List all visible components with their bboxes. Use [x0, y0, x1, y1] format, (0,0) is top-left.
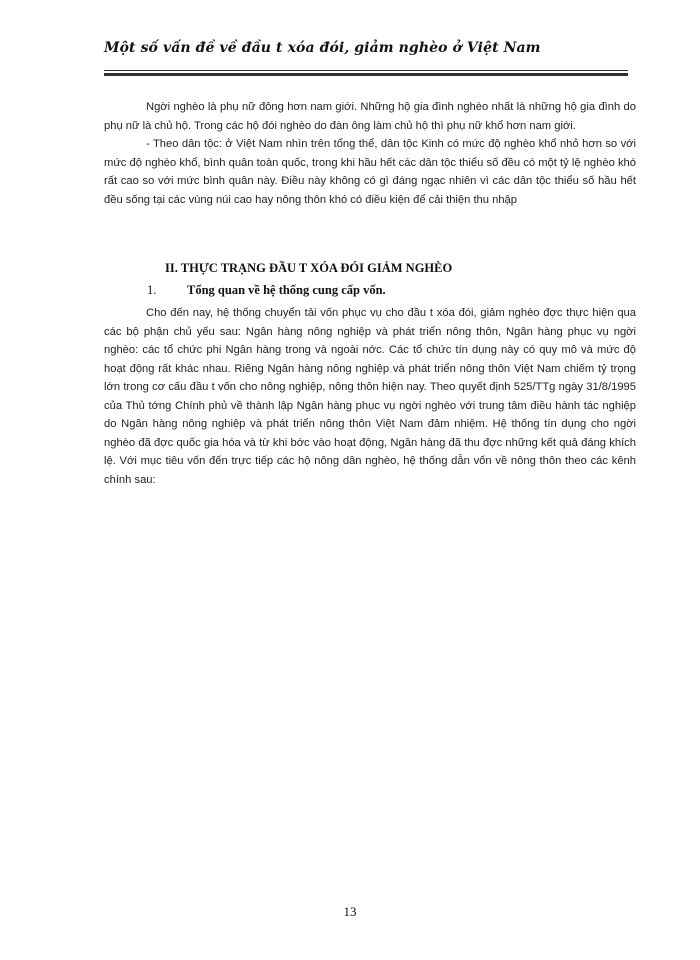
paragraph-women-poverty: Ngời nghèo là phụ nữ đông hơn nam giới. Những hộ gia đình nghèo nhất là những hộ gia đình do phụ nữ là chủ hộ. Trong các hộ đói nghèo do đàn ông làm chủ hộ thì phụ nữ khổ hơn nam giới.: [104, 101, 636, 132]
page-number: 13: [343, 904, 357, 919]
header-title: Một số vấn đề về đầu t xóa đói, giảm nghèo ở Việt Nam: [104, 40, 541, 56]
subsection-title: Tổng quan về hệ thống cung cấp vốn.: [187, 283, 386, 297]
subsection-number: 1.: [147, 283, 157, 297]
paragraph-ethnic-poverty: - Theo dân tộc: ở Việt Nam nhìn trên tổng thể, dân tộc Kinh có mức độ nghèo khổ nhỏ hơn so với mức độ nghèo khổ, bình quân toàn quốc, trong khi hầu hết các dân tộc thiểu số đều có một tỷ lệ nghèo khó rất cao so với mức bình quân này. Điều này không có gì đáng ngạc nhiên vì các dân tộc thiểu số hầu hết đều sống tại các vùng núi cao hay nông thôn khó có điều kiện để cải thiện thu nhập: [104, 138, 636, 206]
header-rule-thin: [104, 70, 628, 71]
main-text-block: [104, 304, 636, 489]
header-rule-thick: [104, 73, 628, 76]
subsection-heading: [147, 283, 386, 298]
paragraph-capital-system: Cho đến nay, hệ thống chuyển tải vốn phục vụ cho đầu t xóa đói, giảm nghèo đợc thực hiện qua các bộ phận chủ yếu sau: Ngân hàng nông nghiệp và phát triển nông thôn, Ngân hàng phục vụ ngời nghèo: các tổ chức phi Ngân hàng trong và ngoài nớc. Các tổ chức tín dụng này có quy mô và mức độ hoạt động rất khác nhau. Riêng Ngân hàng nông nghiệp và phát triển nông thôn Việt Nam chiếm tỷ trọng lớn trong cơ cấu đầu t vốn cho nông nghiệp, nông thôn hiện nay. Theo quyết định 525/TTg ngày 31/8/1995 của Thủ tớng Chính phủ về thành lập Ngân hàng phục vụ ngời nghèo với trung tâm điều hành tác nghiệp do Ngân hàng nông nghiệp và phát triển nông thôn Việt Nam đảm nhiệm. Hệ thống tín dụng cho ngời nghèo đã đợc quốc gia hóa và từ khi bớc vào hoạt động, Ngân hàng đã thu đợc những kết quả đáng khích lệ. Với mục tiêu vốn đến trực tiếp các hộ nông dân nghèo, hệ thống dẫn vốn về nông thôn theo các kênh chính sau:: [104, 307, 636, 486]
intro-text-block: [104, 98, 636, 209]
section-heading: II. THỰC TRẠNG ĐẦU T XÓA ĐÓI GIẢM NGHÈO: [165, 261, 453, 275]
